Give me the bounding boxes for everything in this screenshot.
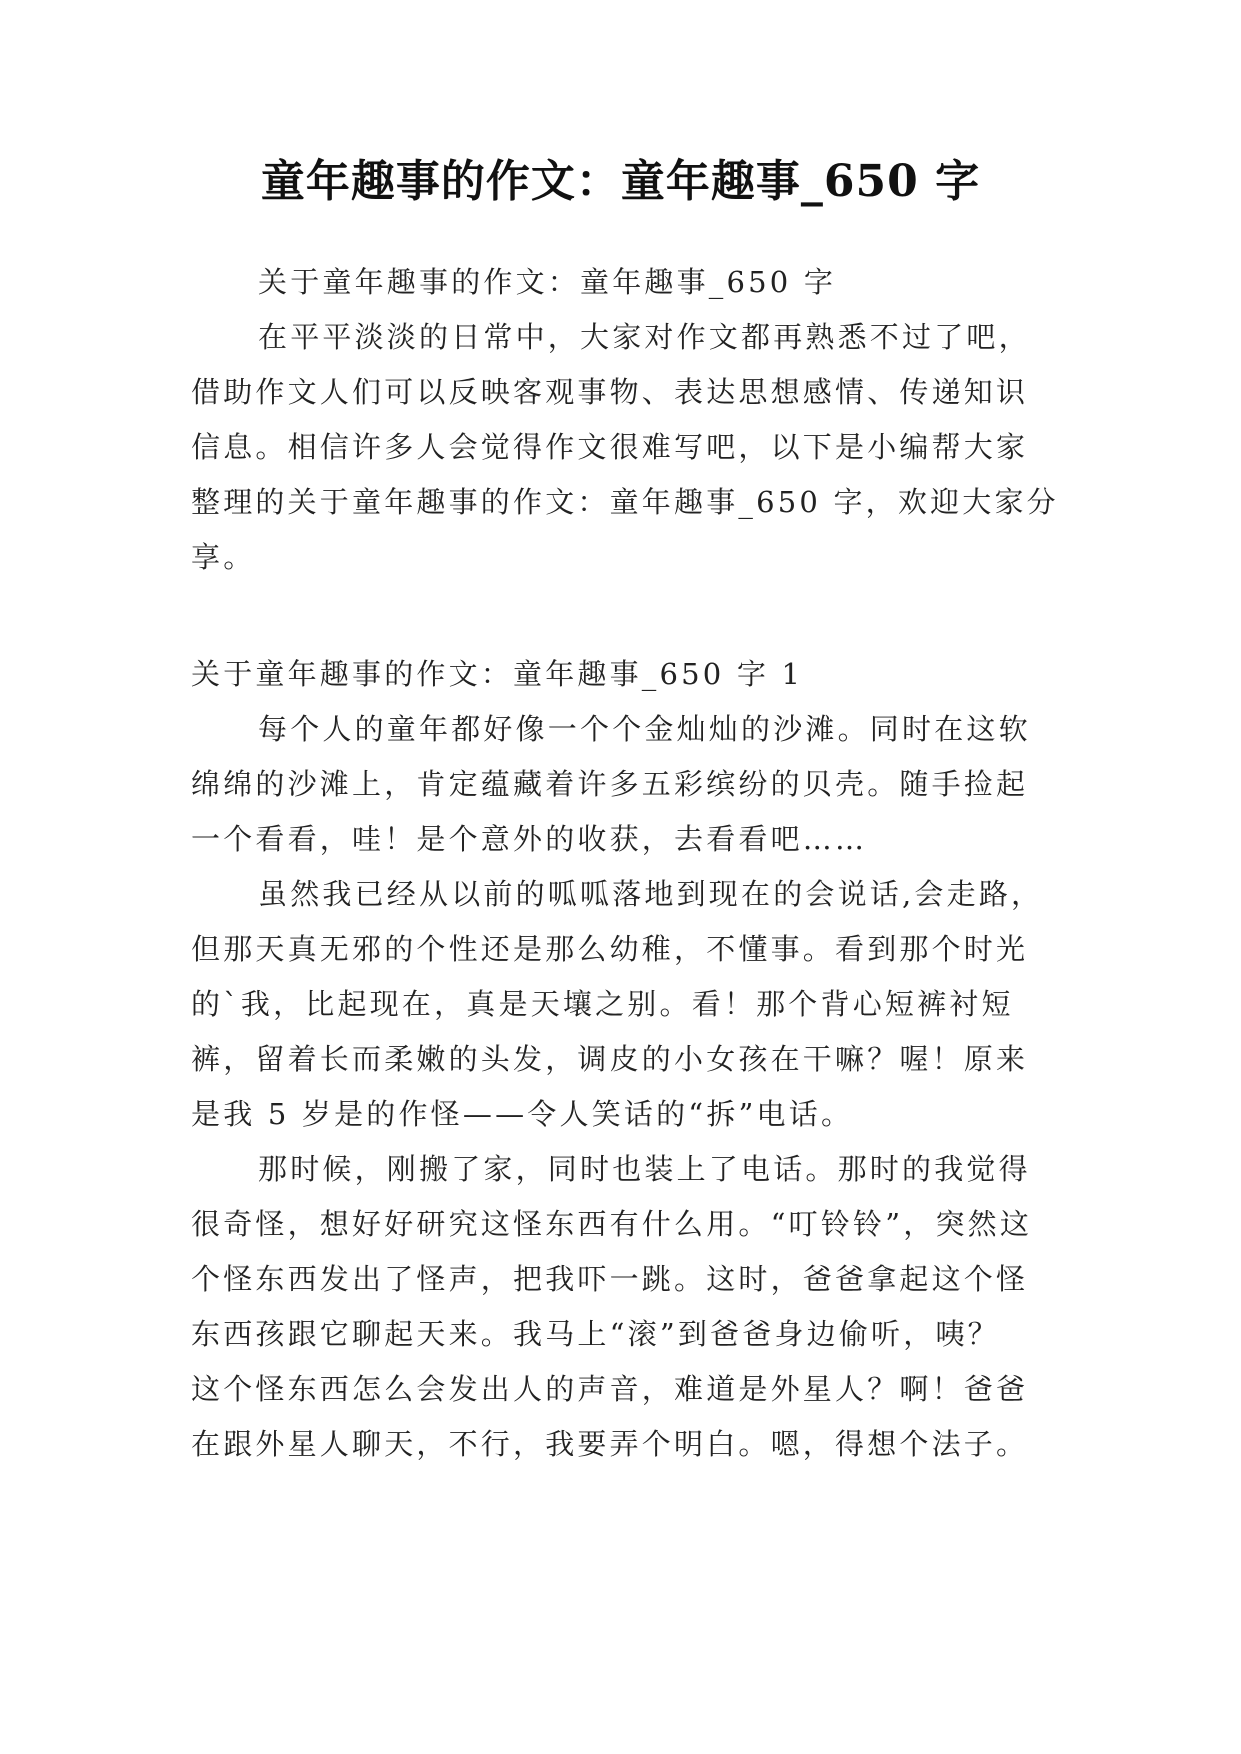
- paragraph-line: 裤，留着长而柔嫩的头发，调皮的小女孩在干嘛？喔！原来: [191, 1042, 1029, 1076]
- paragraph-line: 绵绵的沙滩上，肯定蕴藏着许多五彩缤纷的贝壳。随手捡起: [191, 767, 1029, 801]
- paragraph-line: 的`我，比起现在，真是天壤之别。看！那个背心短裤衬短: [191, 987, 1014, 1021]
- paragraph-line: 东西孩跟它聊起天来。我马上“滚”到爸爸身边偷听，咦？: [191, 1317, 1000, 1351]
- paragraph-line: 在平平淡淡的日常中，大家对作文都再熟悉不过了吧，: [258, 320, 1031, 354]
- paragraph-line: 信息。相信许多人会觉得作文很难写吧，以下是小编帮大家: [191, 430, 1029, 464]
- paragraph-line: 享。: [191, 540, 256, 574]
- paragraph-line: 一个看看，哇！是个意外的收获，去看看吧……: [191, 822, 868, 856]
- section-heading: 关于童年趣事的作文：童年趣事_650 字 1: [191, 657, 804, 691]
- paragraph-line: 整理的关于童年趣事的作文：童年趣事_650 字，欢迎大家分: [191, 485, 1059, 519]
- paragraph-line: 虽然我已经从以前的呱呱落地到现在的会说话,会走路，: [258, 877, 1044, 911]
- paragraph-line: 这个怪东西怎么会发出人的声音，难道是外星人？啊！爸爸: [191, 1372, 1029, 1406]
- paragraph-line: 借助作文人们可以反映客观事物、表达思想感情、传递知识: [191, 375, 1029, 409]
- paragraph-line: 每个人的童年都好像一个个金灿灿的沙滩。同时在这软: [258, 712, 1031, 746]
- paragraph-line: 很奇怪，想好好研究这怪东西有什么用。“叮铃铃”，突然这: [191, 1207, 1033, 1241]
- intro-heading: 关于童年趣事的作文：童年趣事_650 字: [258, 265, 837, 299]
- paragraph-line: 在跟外星人聊天，不行，我要弄个明白。嗯，得想个法子。: [191, 1427, 1029, 1461]
- paragraph-line: 但那天真无邪的个性还是那么幼稚，不懂事。看到那个时光: [191, 932, 1029, 966]
- document-title: 童年趣事的作文：童年趣事_650 字: [260, 156, 981, 207]
- paragraph-line: 是我 5 岁是的作怪——令人笑话的“拆”电话。: [191, 1097, 854, 1131]
- paragraph-line: 那时候，刚搬了家，同时也装上了电话。那时的我觉得: [258, 1152, 1031, 1186]
- paragraph-line: 个怪东西发出了怪声，把我吓一跳。这时，爸爸拿起这个怪: [191, 1262, 1029, 1296]
